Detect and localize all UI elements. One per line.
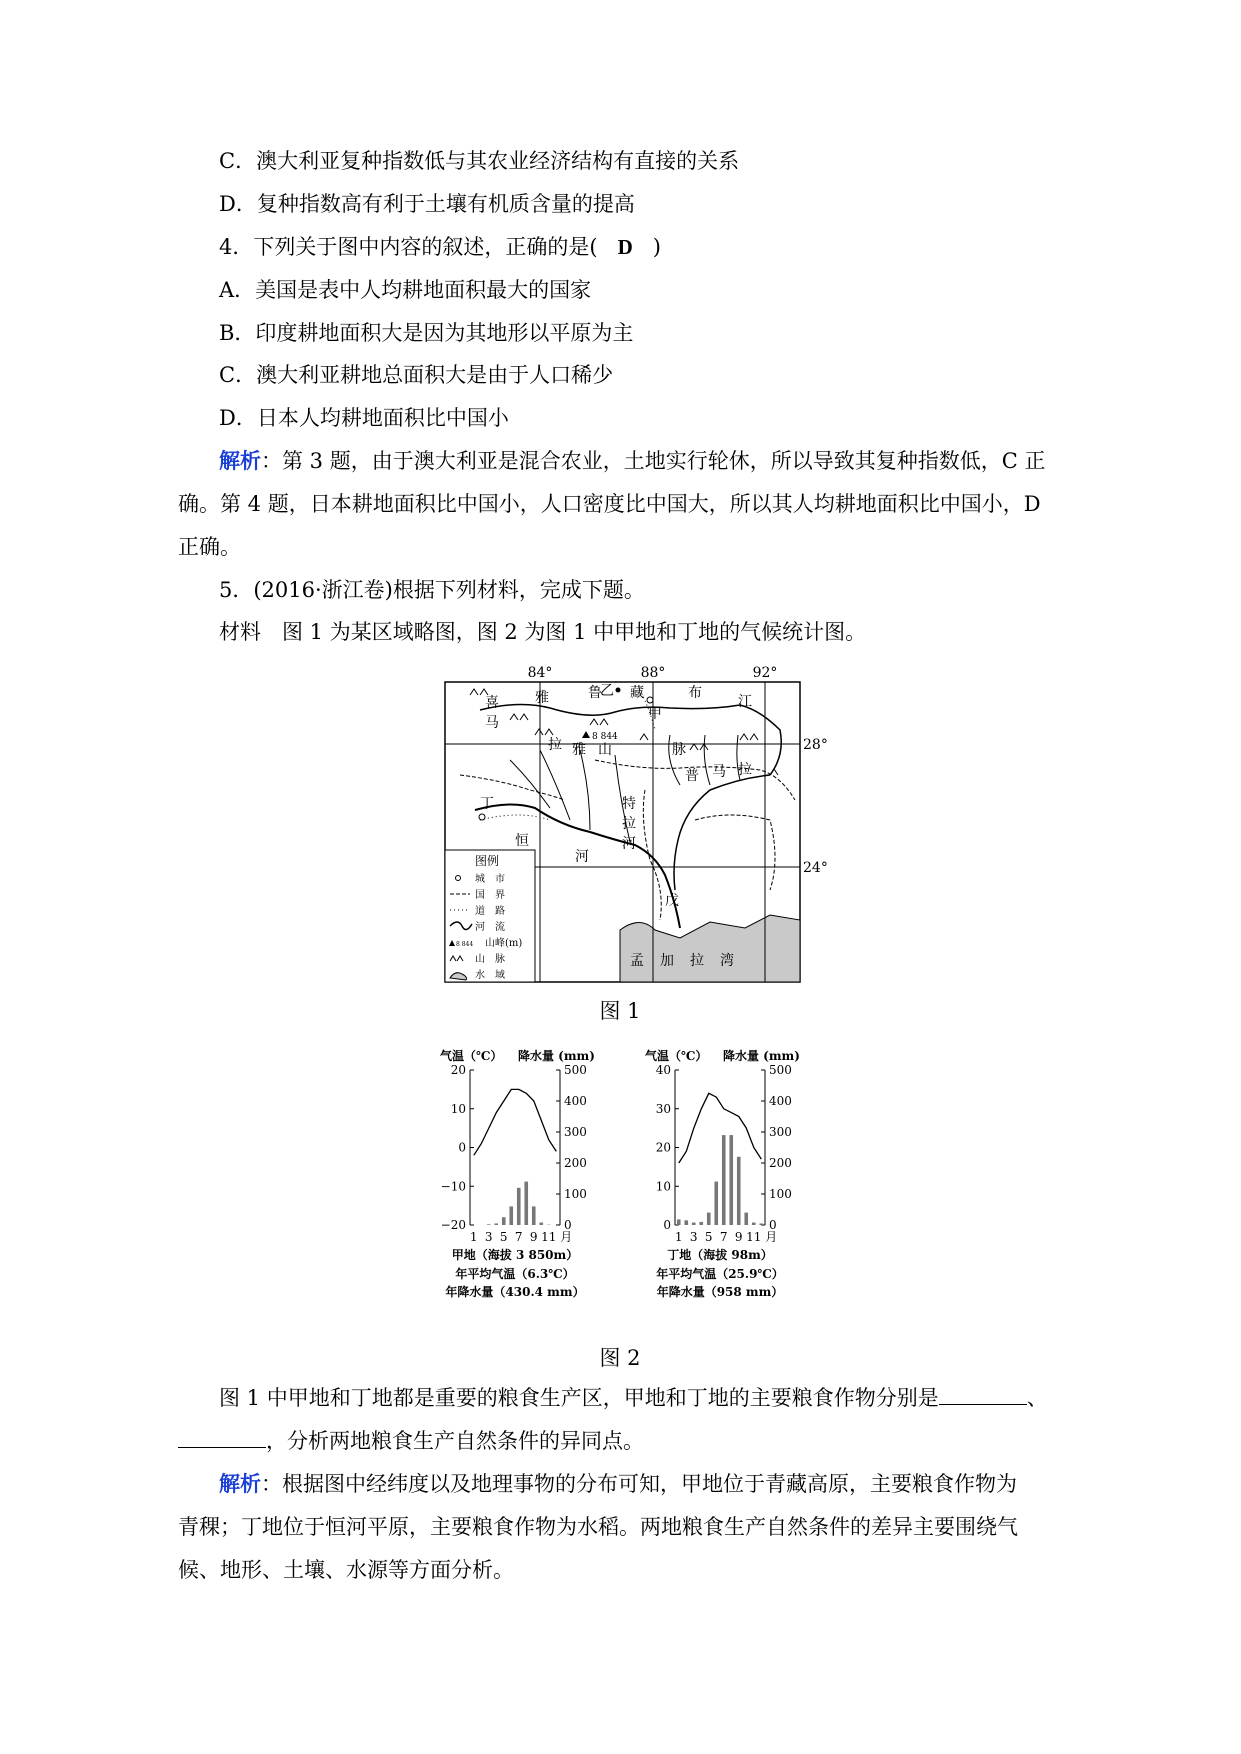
chart1-temp-tick-label: 0 (458, 1140, 466, 1155)
explanation-2-line-2: 青稞；丁地位于恒河平原，主要粮食作物为水稻。两地粮食生产自然条件的差异主要围绕气 (178, 1515, 1018, 1539)
chart2-temp-axis-title: 气温（℃） (645, 1049, 708, 1063)
chart2-precip-bar (722, 1135, 726, 1225)
river-label-te: 特 (622, 796, 636, 812)
legend-border: 国 界 (475, 890, 505, 901)
chart2-precip-bar (714, 1182, 718, 1225)
legend-road: 道 路 (475, 906, 505, 917)
q5-question-text: 图 1 中甲地和丁地都是重要的粮食生产区，甲地和丁地的主要粮食作物分别是 (219, 1386, 939, 1410)
figure-1-caption: 图 1 (599, 999, 641, 1023)
peak-value: 8 844 (592, 732, 618, 742)
figure-1-map (440, 660, 828, 985)
river-label-he: 河 (575, 849, 589, 865)
chart1-precip-tick-label: 0 (564, 1218, 572, 1232)
chart1-temp-tick-label: −10 (440, 1179, 466, 1194)
chart1-precip-tick-label: 300 (564, 1125, 587, 1139)
chart1-precip-axis-title: 降水量 (mm) (518, 1049, 595, 1063)
answer-blank-2[interactable] (178, 1427, 266, 1448)
explanation-2-line-1 (219, 1469, 1017, 1499)
chart2-month-unit-label: 月 (765, 1230, 778, 1244)
explanation-2-line-3: 候、地形、土壤、水源等方面分析。 (178, 1558, 514, 1582)
q4-stem (219, 232, 661, 262)
q5-question-sep: 、 (1026, 1386, 1048, 1410)
place-jia: 甲 (648, 706, 662, 722)
chart1-temp-tick-label: 20 (450, 1063, 466, 1077)
mountain-label-xi: 喜 (485, 695, 499, 711)
chart1-month-tick-label: 11 (541, 1230, 557, 1244)
chart1-precip-tick-label: 200 (564, 1156, 587, 1170)
legend-peak: 山峰(m) (485, 938, 523, 949)
river-label-heng: 恒 (515, 833, 529, 849)
answer-blank-1[interactable] (939, 1384, 1027, 1405)
chart1-annual-temp: 年平均气温（6.3℃） (455, 1267, 575, 1281)
chart1-month-tick-label: 9 (529, 1230, 538, 1244)
legend-peak-value: 8 844 (456, 941, 474, 948)
chart2-temp-tick-label: 20 (655, 1140, 671, 1155)
chart1-temp-axis-title: 气温（℃） (440, 1049, 503, 1063)
chart2-month-tick-label: 9 (734, 1230, 743, 1244)
lon-label-92: 92° (752, 665, 778, 681)
lon-label-88: 88° (640, 665, 666, 681)
q5-material: 材料 图 1 为某区域略图，图 2 为图 1 中甲地和丁地的气候统计图。 (219, 620, 867, 644)
lon-label-84: 84° (527, 665, 553, 681)
explanation-1-text: ：第 3 题，由于澳大利亚是混合农业，土地实行轮休，所以导致其复种指数低，C 正 (261, 449, 1046, 473)
chart2-annual-temp: 年平均气温（25.9℃） (656, 1267, 784, 1281)
q4-stem-close: ) (652, 235, 661, 259)
place-yi: 乙 (600, 683, 614, 699)
q4-answer: D (617, 235, 633, 259)
river-label-lu: 鲁 (588, 685, 602, 701)
bay-label-4: 湾 (720, 953, 734, 969)
q4-option-b: B．印度耕地面积大是因为其地形以平原为主 (219, 321, 634, 345)
chart2-precip-tick-label: 500 (769, 1063, 792, 1077)
q4-option-a: A．美国是表中人均耕地面积最大的国家 (219, 278, 592, 302)
river-label-zang: 藏 (630, 685, 644, 701)
lat-label-24: 24° (803, 860, 828, 876)
chart2-precip-bar (692, 1223, 696, 1225)
river-label-jiang: 江 (738, 694, 752, 710)
q5-stem: 5．(2016·浙江卷)根据下列材料，完成下题。 (219, 578, 645, 602)
bay-label-1: 孟 (630, 953, 644, 969)
chart2-precip-axis-title: 降水量 (mm) (723, 1049, 800, 1063)
chart2-temp-tick-label: 10 (655, 1179, 671, 1194)
chart2-precip-bar (752, 1223, 756, 1225)
chart2-precip-bar (744, 1213, 748, 1225)
chart1-precip-bar (509, 1206, 513, 1225)
legend-city: 城 市 (475, 874, 505, 885)
chart2-precip-tick-label: 0 (769, 1218, 777, 1232)
place-ding: 丁 (480, 796, 494, 812)
explanation-1-line-2: 确。第 4 题，日本耕地面积比中国小，人口密度比中国大，所以其人均耕地面积比中国小，D (178, 492, 1041, 516)
chart1-precip-bar (532, 1206, 536, 1225)
chart2-temp-tick-label: 30 (655, 1101, 671, 1116)
chart2-precip-bar (737, 1157, 741, 1225)
chart1-temp-tick-label: 10 (450, 1101, 466, 1116)
mountain-label-shan: 山 (598, 742, 612, 758)
river-label-bu: 布 (688, 685, 702, 701)
chart2-month-tick-label: 1 (674, 1230, 683, 1244)
q4-stem-text: 4．下列关于图中内容的叙述，正确的是( (219, 235, 598, 259)
map-legend (445, 850, 535, 982)
chart2-precip-bar (707, 1213, 711, 1225)
chart2-precip-tick-label: 200 (769, 1156, 792, 1170)
plateau-label-2: 马 (712, 764, 726, 780)
chart1-month-unit-label: 月 (560, 1230, 573, 1244)
chart2-precip-bar (684, 1220, 688, 1225)
chart2-precip-bar (759, 1223, 763, 1225)
chart1-month-tick-label: 5 (499, 1230, 508, 1244)
mountain-label-mai: 脉 (672, 742, 686, 758)
chart1-station-title: 甲地（海拔 3 850m） (451, 1248, 579, 1262)
chart1-precip-tick-label: 500 (564, 1063, 587, 1077)
place-yi-symbol (616, 688, 621, 693)
chart1-precip-tick-label: 100 (564, 1187, 587, 1201)
chart2-temp-tick-label: 40 (655, 1063, 671, 1077)
explanation-1-line-1 (219, 446, 1045, 476)
q5-question-text-2: ，分析两地粮食生产自然条件的异同点。 (266, 1429, 644, 1453)
chart2-precip-tick-label: 300 (769, 1125, 792, 1139)
bay-label-3: 拉 (690, 953, 704, 969)
chart1-precip-bar (502, 1217, 506, 1225)
chart2-temp-tick-label: 0 (663, 1218, 671, 1232)
legend-river: 河 流 (475, 922, 505, 933)
legend-water: 水 域 (475, 970, 505, 981)
q4-option-c: C．澳大利亚耕地总面积大是由于人口稀少 (219, 363, 614, 387)
chart1-precip-bar (494, 1223, 498, 1225)
q5-question-line-1 (219, 1383, 1048, 1413)
mountain-label-la: 拉 (548, 737, 562, 753)
mountain-label-ma: 马 (485, 715, 499, 731)
chart2-month-tick-label: 11 (746, 1230, 762, 1244)
city-jia-symbol (647, 697, 653, 703)
river-label-la: 拉 (622, 816, 636, 832)
chart1-month-tick-label: 3 (484, 1230, 493, 1244)
chart2-annual-precip: 年降水量（958 mm） (656, 1285, 784, 1299)
river-label-ya: 雅 (535, 690, 549, 706)
chart2-precip-tick-label: 100 (769, 1187, 792, 1201)
q3-option-c: C．澳大利亚复种指数低与其农业经济结构有直接的关系 (219, 149, 740, 173)
legend-title: 图例 (475, 854, 500, 868)
chart2-temp-curve (679, 1093, 762, 1163)
chart2-month-tick-label: 5 (704, 1230, 713, 1244)
explanation-label: 解析 (219, 448, 261, 473)
chart1-precip-bar (524, 1182, 528, 1225)
chart2-precip-tick-label: 400 (769, 1094, 792, 1108)
chart1-month-tick-label: 1 (469, 1230, 478, 1244)
plateau-label-3: 拉 (738, 762, 752, 778)
chart2-precip-bar (677, 1219, 681, 1225)
explanation-2-text: ：根据图中经纬度以及地理事物的分布可知，甲地位于青藏高原，主要粮食作物为 (261, 1472, 1017, 1496)
figure-2-caption: 图 2 (599, 1346, 641, 1370)
bay-water (620, 915, 800, 982)
chart1-month-tick-label: 7 (514, 1230, 523, 1244)
river-label-he2: 河 (622, 836, 636, 852)
chart1-annual-precip: 年降水量（430.4 mm） (445, 1285, 585, 1299)
figure-2-climate-charts (440, 1045, 840, 1335)
legend-mountain: 山 脉 (475, 954, 505, 965)
chart1-precip-bar (487, 1224, 491, 1225)
mountain-label-ya: 雅 (572, 742, 586, 758)
q5-question-line-2 (178, 1426, 644, 1456)
chart1-precip-bar (539, 1223, 543, 1225)
chart1-precip-tick-label: 400 (564, 1094, 587, 1108)
chart2-station-title: 丁地（海拔 98m） (667, 1248, 773, 1262)
bay-label-2: 加 (660, 953, 674, 969)
explanation-label: 解析 (219, 1471, 261, 1496)
city-ding-symbol (479, 814, 485, 820)
lat-label-28: 28° (803, 737, 828, 753)
place-wu: 戊 (665, 893, 679, 909)
chart1-temp-tick-label: −20 (440, 1218, 466, 1232)
chart1-temp-curve (474, 1089, 557, 1155)
chart1-precip-bar (517, 1188, 521, 1225)
q3-option-d: D．复种指数高有利于土壤有机质含量的提高 (219, 192, 635, 216)
plateau-label-1: 普 (685, 768, 699, 784)
explanation-1-line-3: 正确。 (178, 535, 241, 559)
q4-option-d: D．日本人均耕地面积比中国小 (219, 406, 509, 430)
chart2-month-tick-label: 7 (719, 1230, 728, 1244)
chart2-month-tick-label: 3 (689, 1230, 698, 1244)
chart2-precip-bar (729, 1135, 733, 1225)
chart2-precip-bar (699, 1222, 703, 1225)
